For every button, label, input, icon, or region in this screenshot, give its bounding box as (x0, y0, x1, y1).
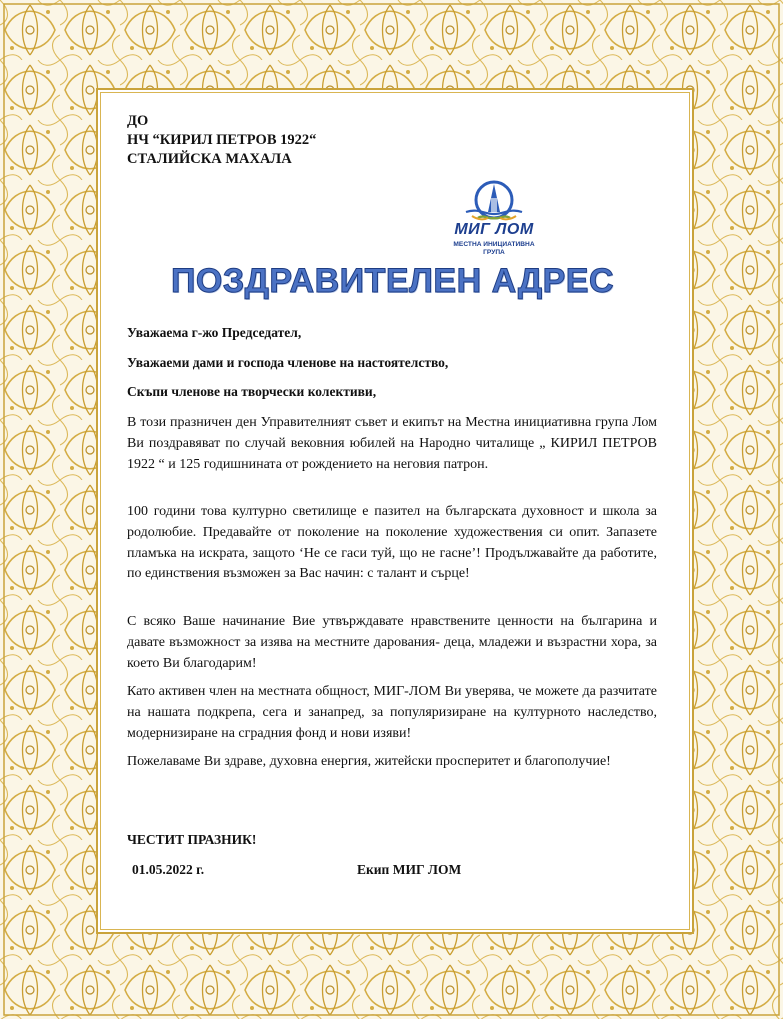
addressee-line: НЧ “КИРИЛ ПЕТРОВ 1922“ (127, 132, 317, 148)
logo-emblem-icon (448, 178, 540, 224)
addressee-block (127, 112, 316, 169)
logo-subtitle (448, 241, 540, 257)
logo-subtitle-line: ГРУПА (483, 249, 505, 256)
addressee-line: СТАЛИЙСКА МАХАЛА (127, 151, 292, 167)
body-paragraph: Като активен член на местната общност, МИГ-ЛОМ Ви уверява, че можете да разчитате на нашата подкрепа, сега и занапред, за популяризиране на културното наследство, модернизиране на сградния фонд и нови изяви! (127, 684, 657, 741)
closing-greeting: ЧЕСТИТ ПРАЗНИК! (127, 832, 257, 847)
body-paragraph: В този празничен ден Управителният съвет и екипът на Местна инициативна група Лом Ви поздравяват по случай вековния юбилей на Народно читалище „ КИРИЛ ПЕТРОВ 1922 “ и 125 годишнината от рождението на неговия патрон. (127, 415, 657, 472)
mig-lom-logo (448, 178, 540, 264)
salutation: Уважаема г-жо Председател, (127, 325, 302, 340)
body-paragraph: С всяко Ваше начинание Вие утвърждавате нравствените ценности на българина и давате възможност за изява на местните дарования- деца, младежи и възрастни хора, за което Ви благодарим! (127, 614, 657, 671)
logo-subtitle-line: МЕСТНА ИНИЦИАТИВНА (453, 241, 535, 248)
salutation: Уважаеми дами и господа членове на настоятелство, (127, 355, 449, 370)
document-heading: ПОЗДРАВИТЕЛЕН АДРЕС (170, 262, 615, 300)
body-paragraph: Пожелаваме Ви здраве, духовна енергия, житейски просперитет и благополучие! (127, 754, 611, 769)
salutation: Скъпи членове на творчески колективи, (127, 384, 377, 399)
body-paragraph: 100 години това културно светилище е пазител на българската духовност и школа за родолюбие. Предавайте от поколение на поколение художествения си опит. Запазете пламъка на искрата, защото ‘Не се гаси туй, що не гасне’! Продължавайте да работите, по единствения възможен за Вас начин: с талант и сърце! (127, 504, 657, 582)
closing-date: 01.05.2022 г. (132, 862, 205, 877)
addressee-line: ДО (127, 113, 149, 129)
logo-title: МИГ ЛОМ (454, 221, 534, 238)
closing-signature: Екип МИГ ЛОМ (357, 862, 462, 877)
